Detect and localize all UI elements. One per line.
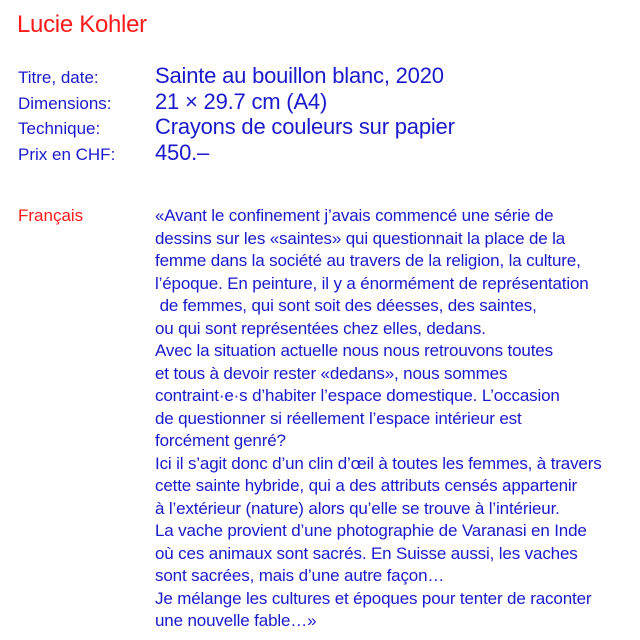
description-line: de questionner si réellement l’espace intérieur est	[155, 408, 522, 428]
detail-value: Sainte au bouillon blanc, 2020	[155, 63, 444, 88]
description-line: de femmes, qui sont soit des déesses, des saintes,	[155, 296, 537, 315]
detail-technique	[18, 114, 628, 140]
description-line: Avec la situation actuelle nous nous retrouvons toutes	[155, 341, 553, 360]
description-line: sont sacrées, mais d’une autre façon…	[155, 566, 445, 585]
description-line: où ces animaux sont sacrés. En Suisse aussi, les vaches	[155, 543, 578, 563]
description-line: l’époque. En peinture, il y a énormément de représentation	[155, 273, 589, 293]
description-line: femme dans la société au travers de la religion, la culture,	[155, 251, 581, 270]
detail-label: Dimensions:	[18, 93, 112, 113]
description-line: à l’extérieur (nature) alors qu’elle se trouve à l’intérieur.	[155, 498, 560, 518]
description-line: «Avant le confinement j’avais commencé une série de	[155, 206, 554, 225]
description-line: contraint·e·s d’habiter l’espace domestique. L’occasion	[155, 386, 560, 405]
detail-price	[18, 140, 628, 166]
description-line: Ici il s’agit donc d’un clin d’œil à toutes les femmes, à travers	[155, 453, 602, 473]
language-label: Français	[18, 206, 84, 225]
description-line: forcément genré?	[155, 431, 286, 450]
description-line: et tous à devoir rester «dedans», nous sommes	[155, 363, 508, 383]
detail-label: Prix en CHF:	[18, 144, 116, 164]
description-line: cette sainte hybride, qui a des attributs censés appartenir	[155, 476, 578, 495]
description-line: La vache provient d’une photographie de Varanasi en Inde	[155, 521, 587, 540]
detail-value: 21 × 29.7 cm (A4)	[155, 88, 328, 114]
description-text	[155, 205, 602, 633]
detail-title-date	[18, 63, 628, 89]
description-section	[18, 205, 628, 633]
detail-label: Technique:	[18, 119, 101, 138]
description-line: une nouvelle fable…»	[155, 611, 317, 630]
detail-label: Titre, date:	[18, 68, 99, 87]
description-line: ou qui sont représentées chez elles, dedans.	[155, 318, 486, 338]
detail-dimensions	[18, 89, 628, 115]
artist-name: Lucie Kohler	[17, 11, 147, 38]
description-line: Je mélange les cultures et époques pour tenter de raconter	[155, 588, 592, 608]
description-line: dessins sur les «saintes» qui questionnait la place de la	[155, 228, 566, 248]
artwork-details	[18, 63, 628, 165]
detail-value: Crayons de couleurs sur papier	[155, 114, 455, 139]
detail-value: 450.–	[155, 139, 210, 165]
